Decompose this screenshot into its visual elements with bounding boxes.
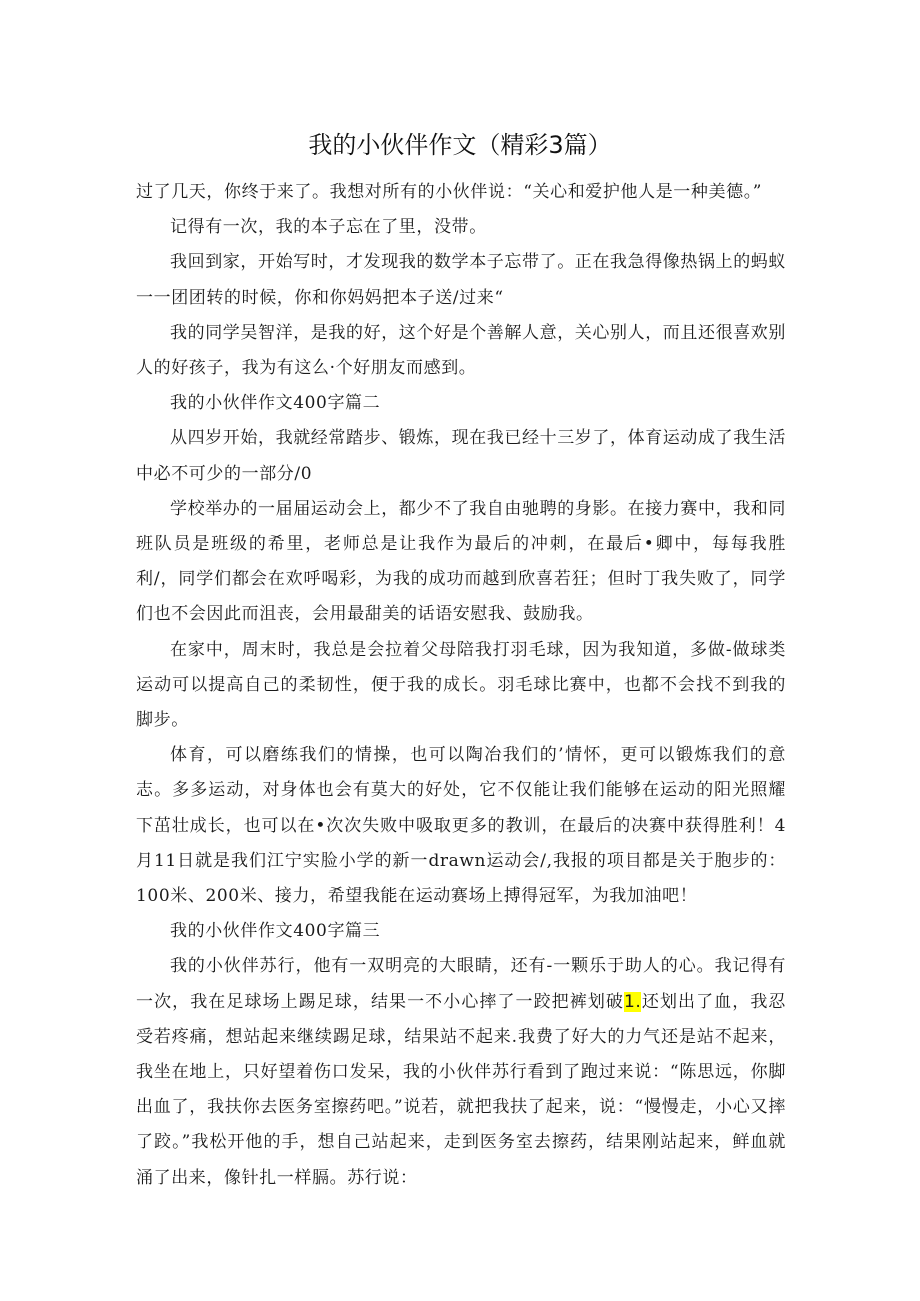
paragraph-5: 从四岁开始，我就经常踏步、锻炼，现在我已经十三岁了，体育运动成了我生活中必不可少的一部分/0 — [136, 428, 786, 484]
paragraph-7: 在家中，周末时，我总是会拉着父母陪我打羽毛球，因为我知道，多做-做球类运动可以提高自己的柔韧性，便于我的成长。羽毛球比赛中，也都不会找不到我的脚步。 — [136, 639, 786, 731]
section-heading-3: 我的小伙伴作文400字篇三 — [170, 921, 381, 942]
highlighted-text: 1. — [623, 991, 642, 1012]
paragraph-6: 学校举办的一届届运动会上，都少不了我自由驰聘的身影。在接力赛中，我和同班队员是班级的希里，老师总是让我作为最后的冲刺，在最后•卿中，每每我胜利/，同学们都会在欢呼喝彩，为我的成功而越到欣喜若狂；但时丁我失败了，同学们也不会因此而沮丧，会用最甜美的话语安慰我、鼓励我。 — [136, 498, 786, 625]
paragraph-4: 我的同学吴智洋，是我的好，这个好是个善解人意，关心别人，而且还很喜欢别人的好孩子，我为有这么·个好朋友而感到。 — [136, 322, 786, 379]
document-body — [136, 175, 786, 1196]
section-heading-2: 我的小伙伴作文400字篇二 — [170, 393, 381, 414]
paragraph-8: 体育，可以磨练我们的情操，也可以陶冶我们的’情怀，更可以锻炼我们的意志。多多运动，对身体也会有莫大的好处，它不仅能让我们能够在运动的阳光照耀下茁壮成长，也可以在•次次失败中吸取更多的教训，在最后的决赛中获得胜利！4月11日就是我们江宁实脸小学的新一drawn运动会/,我报的项目都是关于胞步的：100米、200米、接力，希望我能在运动赛场上搏得冠军，为我加油吧！ — [136, 745, 786, 907]
paragraph-2: 记得有一次，我的本子忘在了里，没带。 — [170, 217, 487, 238]
paragraph-3: 我回到家，开始写时，才发现我的数学本子忘带了。正在我急得像热锅上的蚂蚁一一团团转的时候，你和你妈妈把本子送/过来“ — [136, 252, 786, 308]
paragraph-1: 过了几天，你终于来了。我想对所有的小伙伴说：“关心和爱护他人是一种美德。” — [136, 182, 763, 202]
paragraph-9-after: 还划出了血，我忍受若疼痛，想站起来继续踢足球，结果站不起来.我费了好大的力气还是站不起来，我坐在地上，只好望着伤口发呆，我的小伙伴苏行看到了跑过来说：“陈思远，你脚出血了，我扶你去医务室擦药吧。”说若，就把我扶了起来，说：“慢慢走，小心又摔了跤。”我松开他的手，想自己站起来，走到医务室去擦药，结果刚站起来，鲜血就涌了出来，像针扎一样膈。苏行说： — [136, 991, 786, 1188]
paragraph-9-before: 我的小伙伴苏行，他有一双明亮的大眼睛，还有-一颗乐于助人的心。我记得有一次，我在足球场上踢足球，结果一不小心摔了一跤把裤划破 — [136, 956, 786, 1012]
document-title: 我的小伙伴作文（精彩3篇） — [308, 131, 612, 159]
paragraph-9 — [136, 949, 786, 1195]
